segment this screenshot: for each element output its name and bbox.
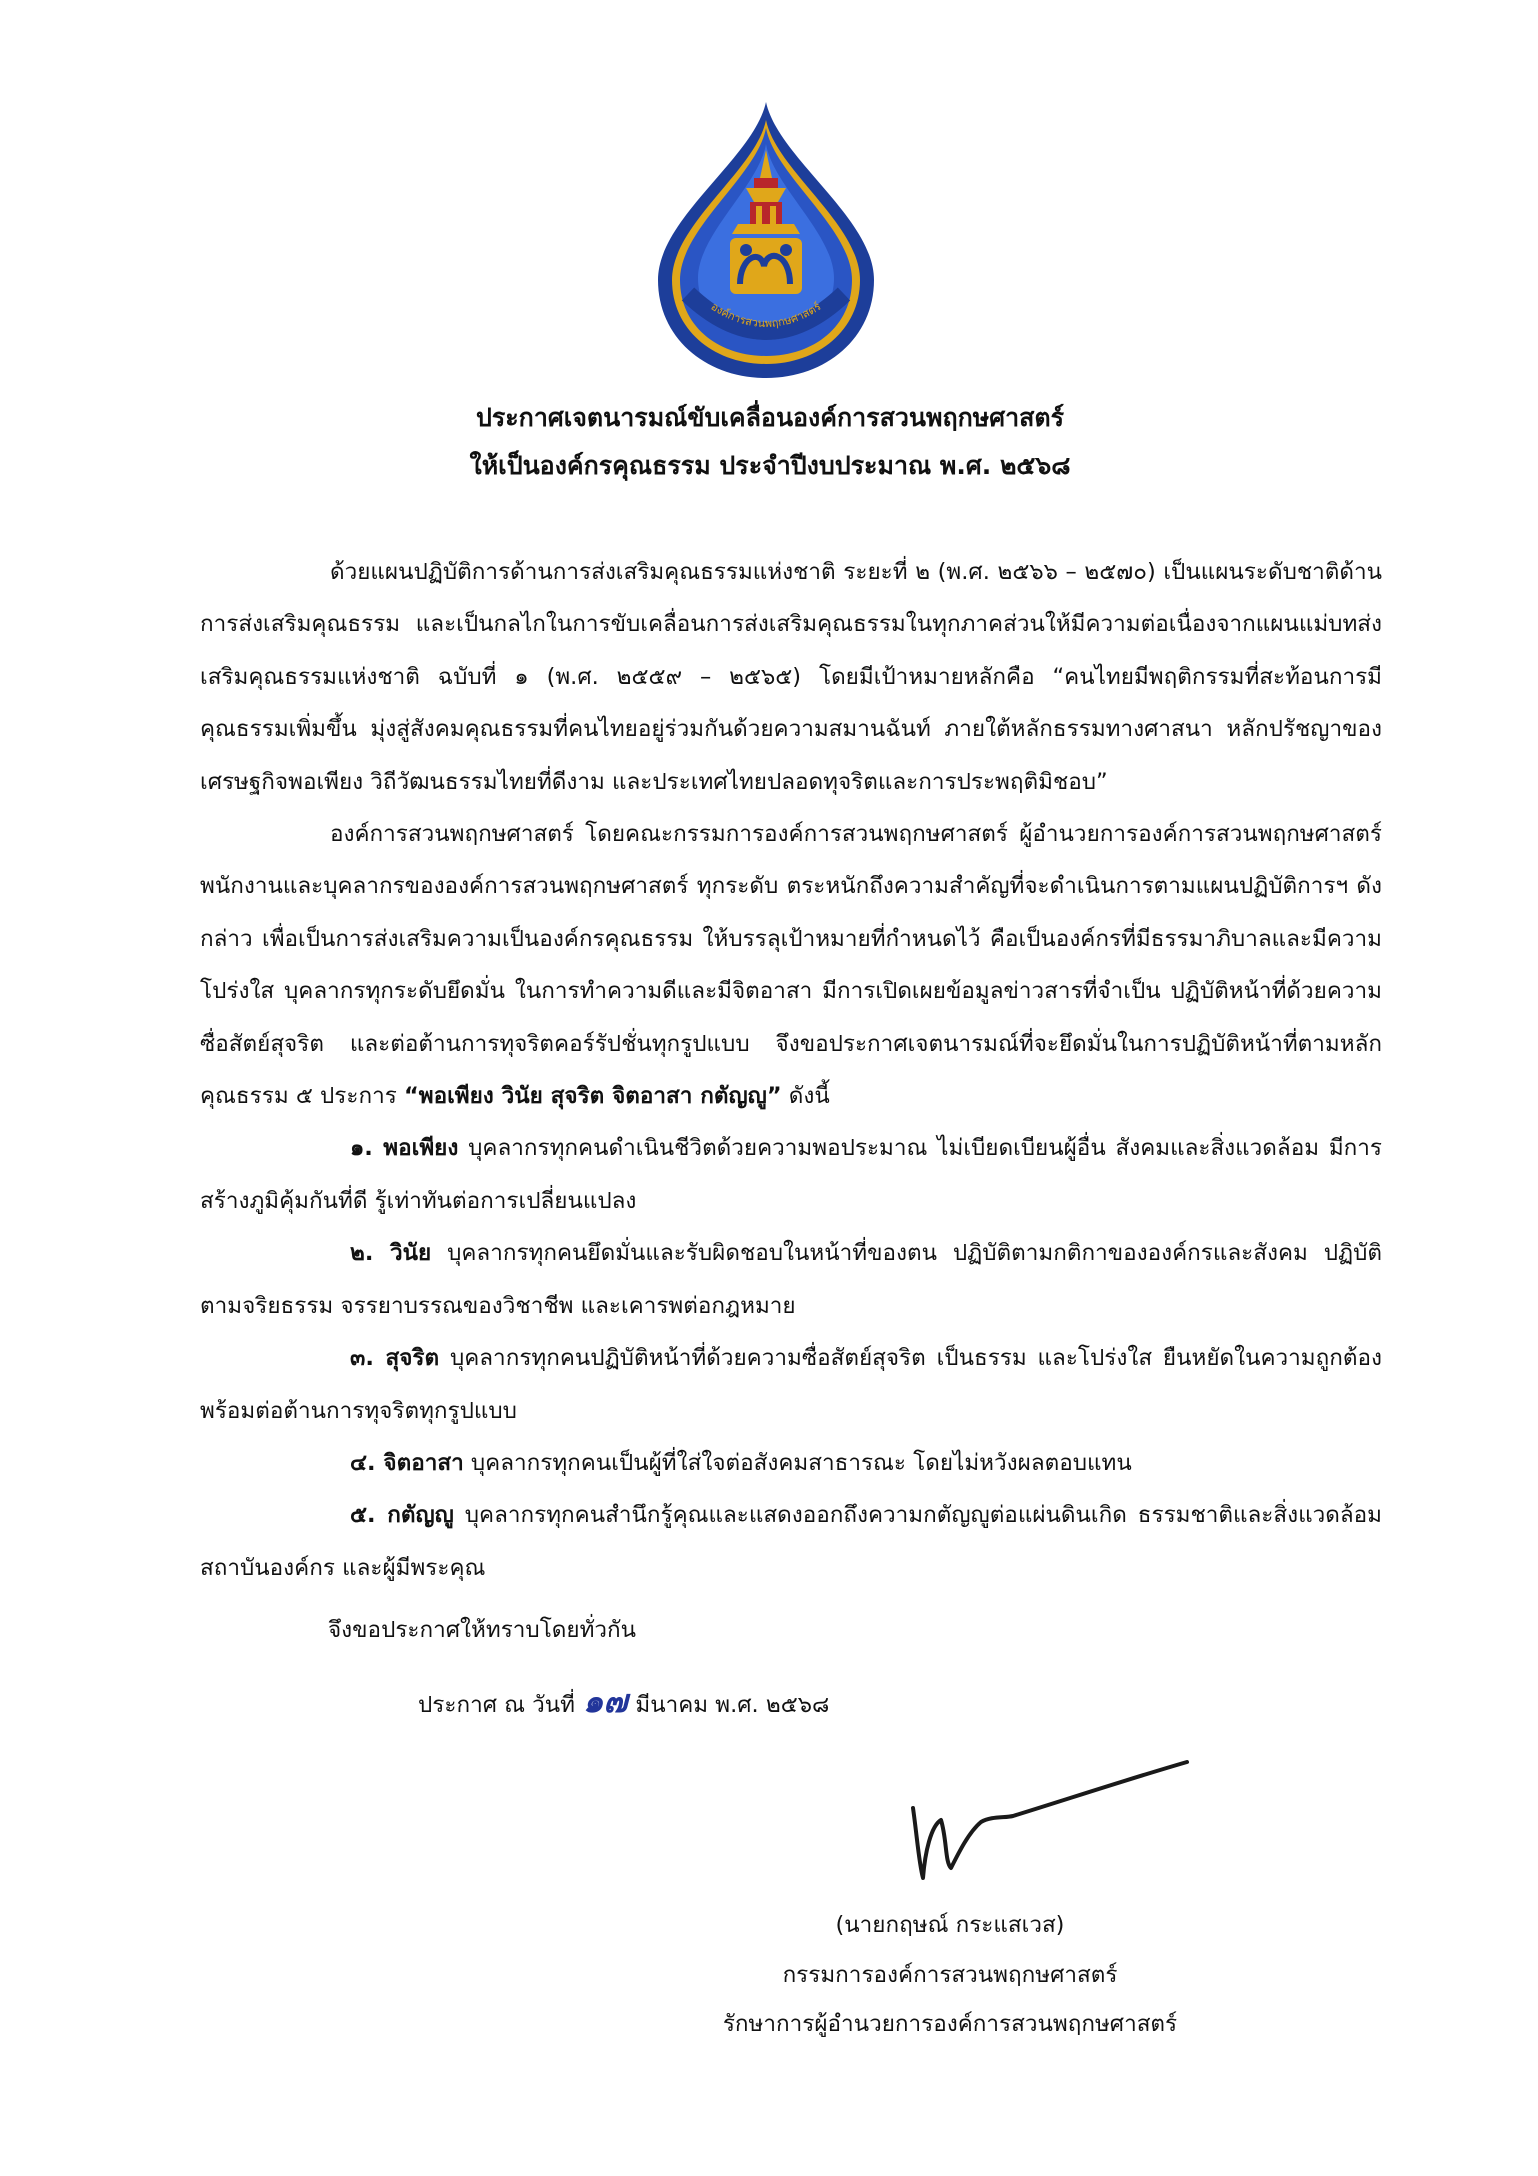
virtue-item-3	[200, 1332, 1382, 1437]
handwritten-day: ๑๗	[583, 1682, 628, 1720]
logo-arc-text: องค์การสวนพฤกษศาสตร์	[708, 299, 824, 331]
closing-announcement: จึงขอประกาศให้ทราบโดยทั่วกัน	[328, 1617, 637, 1643]
virtue-label: ๒. วินัย	[350, 1240, 432, 1267]
date-suffix: มีนาคม พ.ศ. ๒๕๖๘	[635, 1692, 830, 1718]
virtue-text: บุคลากรทุกคนสำนึกรู้คุณและแสดงออกถึงความกตัญญูต่อแผ่นดินเกิด ธรรมชาติและสิ่งแวดล้อม สถาบันองค์กร และผู้มีพระคุณ	[200, 1502, 1382, 1581]
virtue-label: ๓. สุจริต	[350, 1345, 440, 1372]
paragraph-2-prefix: ๕ ประการ	[295, 1083, 397, 1110]
virtue-label: ๑. พอเพียง	[350, 1135, 459, 1162]
paragraph-2-text: องค์การสวนพฤกษศาสตร์ โดยคณะกรรมการองค์การสวนพฤกษศาสตร์ ผู้อำนวยการองค์การสวนพฤกษศาสตร์ พนักงานและบุคลากรขององค์การสวนพฤกษศาสตร์ ทุกระดับ ตระหนักถึงความสำคัญที่จะดำเนินการตามแผนปฏิบัติการฯ ดังกล่าว เพื่อเป็นการส่งเสริมความเป็นองค์กรคุณธรรม ให้บรรลุเป้าหมายที่กำหนดไว้ คือเป็นองค์กรที่มีธรรมาภิบาลและมีความโปร่งใส บุคลากรทุกระดับยึดมั่น ในการทำความดีและมีจิตอาสา มีการเปิดเผยข้อมูลข่าวสารที่จำเป็น ปฏิบัติหน้าที่ด้วยความซื่อสัตย์สุจริต และต่อต้านการทุจริตคอร์รัปชั่นทุกรูปแบบ จึงขอประกาศเจตนารมณ์ที่จะยึดมั่นในการปฏิบัติหน้าที่ตามหลักคุณธรรม	[200, 821, 1382, 1110]
date-prefix: ประกาศ ณ วันที่	[418, 1692, 576, 1718]
announcement-title-line2: ให้เป็นองค์กรคุณธรรม ประจำปีงบประมาณ พ.ศ. ๒๕๖๘	[469, 451, 1071, 480]
virtue-text: บุคลากรทุกคนเป็นผู้ที่ใส่ใจต่อสังคมสาธารณะ โดยไม่หวังผลตอบแทน	[470, 1449, 1132, 1476]
signatory-position-1: กรรมการองค์การสวนพฤกษศาสตร์	[782, 1962, 1118, 1988]
paragraph-2-virtues: “พอเพียง วินัย สุจริต จิตอาสา กตัญญู”	[403, 1083, 782, 1110]
announcement-body	[200, 546, 1382, 1594]
paragraph-2-suffix: ดังนี้	[788, 1083, 830, 1110]
virtue-item-5	[200, 1489, 1382, 1594]
announcement-title-line1: ประกาศเจตนารมณ์ขับเคลื่อนองค์การสวนพฤกษศาสตร์	[475, 403, 1065, 432]
announcement-date	[418, 1681, 829, 1725]
paragraph-1: ด้วยแผนปฏิบัติการด้านการส่งเสริมคุณธรรมแห่งชาติ ระยะที่ ๒ (พ.ศ. ๒๕๖๖ – ๒๕๗๐) เป็นแผนระดับชาติด้านการส่งเสริมคุณธรรม และเป็นกลไกในการขับเคลื่อนการส่งเสริมคุณธรรมในทุกภาคส่วนให้มีความต่อเนื่องจากแผนแม่บทส่งเสริมคุณธรรมแห่งชาติ ฉบับที่ ๑ (พ.ศ. ๒๕๕๙ – ๒๕๖๕) โดยมีเป้าหมายหลักคือ “คนไทยมีพฤติกรรมที่สะท้อนการมีคุณธรรมเพิ่มขึ้น มุ่งสู่สังคมคุณธรรมที่คนไทยอยู่ร่วมกันด้วยความสมานฉันท์ ภายใต้หลักธรรมทางศาสนา หลักปรัชญาของเศรษฐกิจพอเพียง วิถีวัฒนธรรมไทยที่ดีงาม และประเทศไทยปลอดทุจริตและการประพฤติมิชอบ”	[200, 559, 1382, 795]
virtue-item-4	[200, 1437, 1382, 1489]
handwritten-signature	[895, 1756, 1195, 1886]
virtue-text: บุคลากรทุกคนยึดมั่นและรับผิดชอบในหน้าที่ของตน ปฏิบัติตามกติกาขององค์กรและสังคม ปฏิบัติตามจริยธรรม จรรยาบรรณของวิชาชีพ และเคารพต่อกฎหมาย	[200, 1240, 1383, 1319]
virtue-text: บุคลากรทุกคนดำเนินชีวิตด้วยความพอประมาณ ไม่เบียดเบียนผู้อื่น สังคมและสิ่งแวดล้อม มีการสร้างภูมิคุ้มกันที่ดี รู้เท่าทันต่อการเปลี่ยนแปลง	[200, 1135, 1382, 1214]
signatory-position-2: รักษาการผู้อำนวยการองค์การสวนพฤกษศาสตร์	[722, 2011, 1178, 2037]
paragraph-2	[200, 808, 1382, 1122]
virtue-item-2	[200, 1227, 1382, 1332]
organization-logo	[650, 98, 882, 382]
virtue-label: ๕. กตัญญู	[350, 1502, 454, 1529]
signatory-name: (นายกฤษณ์ กระแสเวส)	[835, 1912, 1065, 1938]
virtue-item-1	[200, 1122, 1382, 1227]
virtue-text: บุคลากรทุกคนปฏิบัติหน้าที่ด้วยความซื่อสัตย์สุจริต เป็นธรรม และโปร่งใส ยืนหยัดในความถูกต้อง พร้อมต่อต้านการทุจริตทุกรูปแบบ	[200, 1345, 1382, 1424]
virtue-label: ๔. จิตอาสา	[350, 1449, 464, 1476]
